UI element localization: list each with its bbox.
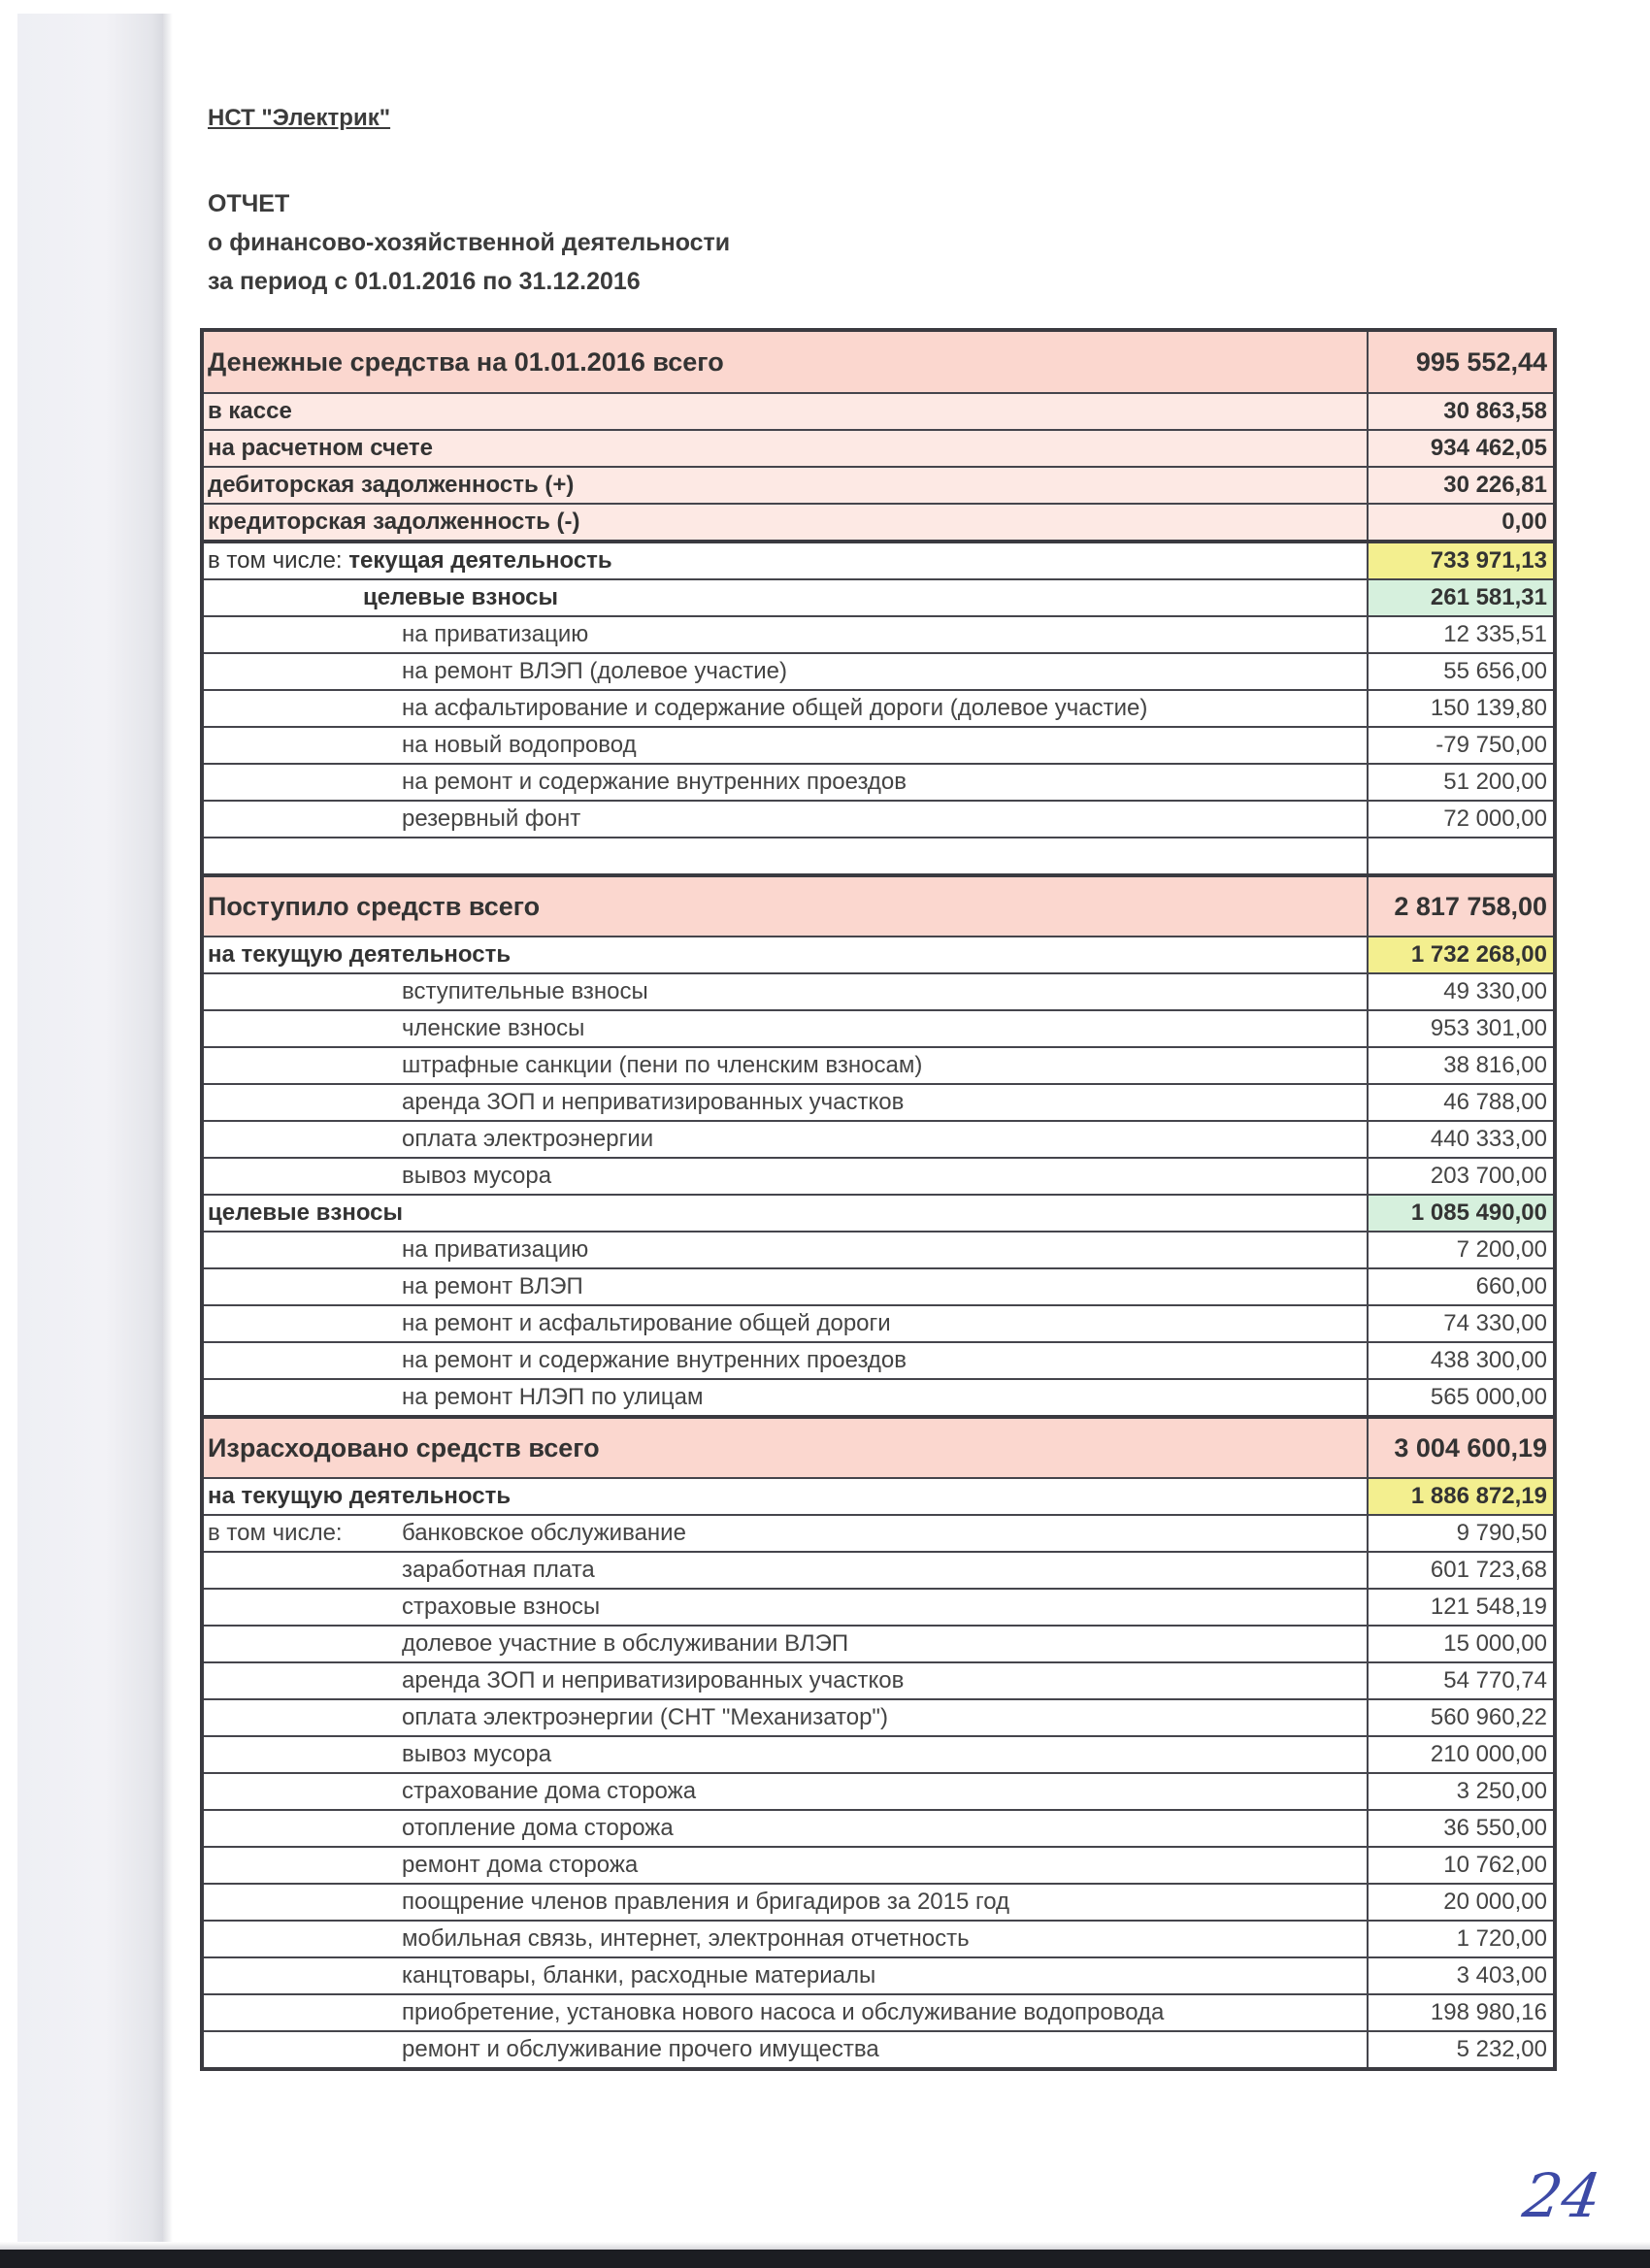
row-value: 5 232,00: [1368, 2031, 1555, 2069]
row-value: 49 330,00: [1368, 973, 1555, 1010]
item-label: вывоз мусора: [402, 1163, 552, 1189]
row-label: [202, 1268, 1368, 1305]
row-value: 36 550,00: [1368, 1810, 1555, 1847]
table-row: [202, 1158, 1555, 1195]
table-row: [202, 430, 1555, 467]
table-row: [202, 1921, 1555, 1957]
row-value: 261 581,31: [1368, 579, 1555, 616]
row-label: [202, 801, 1368, 838]
table-row: [202, 616, 1555, 653]
report-title-line: ОТЧЕТ: [208, 190, 290, 217]
scan-margin: [0, 0, 17, 2268]
table-row: [202, 1515, 1555, 1552]
table-row: [202, 1810, 1555, 1847]
row-value: 1 720,00: [1368, 1921, 1555, 1957]
expenses-current-activity-row: [202, 1478, 1555, 1515]
row-label: [202, 1773, 1368, 1810]
table-row: [202, 1994, 1555, 2031]
table-row: [202, 1305, 1555, 1342]
table-row: [202, 1884, 1555, 1921]
row-label: [202, 1884, 1368, 1921]
row-value: 72 000,00: [1368, 801, 1555, 838]
empty-row: [202, 838, 1555, 875]
row-label: [202, 1379, 1368, 1417]
including-prefix: в том числе:: [208, 1520, 343, 1546]
row-label: [202, 579, 1368, 616]
table-row: [202, 690, 1555, 727]
row-value: 20 000,00: [1368, 1884, 1555, 1921]
scanner-bottom-edge: [0, 2250, 1650, 2268]
item-label: ремонт и обслуживание прочего имущества: [402, 2036, 879, 2062]
item-label: банковское обслуживание: [402, 1520, 686, 1546]
empty-cell: [202, 838, 1368, 875]
item-label: на ремонт и содержание внутренних проездов: [402, 769, 908, 795]
row-label: [202, 616, 1368, 653]
opening-current-activity-row: [202, 542, 1555, 579]
row-value: 660,00: [1368, 1268, 1555, 1305]
row-label: [202, 542, 1368, 579]
item-label: отопление дома сторожа: [402, 1815, 674, 1841]
row-label: [202, 1589, 1368, 1626]
table-row: [202, 727, 1555, 764]
table-row: [202, 1957, 1555, 1994]
item-label: поощрение членов правления и бригадиров за 2015 год: [402, 1889, 1010, 1915]
row-value: 0,00: [1368, 504, 1555, 542]
row-label: в кассе: [202, 393, 1368, 430]
current-activity-label: текущая деятельность: [348, 547, 612, 574]
item-label: страховые взносы: [402, 1594, 601, 1620]
item-label: канцтовары, бланки, расходные материалы: [402, 1962, 876, 1989]
row-value: 121 548,19: [1368, 1589, 1555, 1626]
row-value: 38 816,00: [1368, 1047, 1555, 1084]
row-label: Поступило средств всего: [202, 875, 1368, 937]
table-row: [202, 973, 1555, 1010]
table-row: [202, 653, 1555, 690]
table-row: [202, 467, 1555, 504]
opening-target-contributions-row: [202, 579, 1555, 616]
row-value: 10 762,00: [1368, 1847, 1555, 1884]
item-label: аренда ЗОП и неприватизированных участков: [402, 1667, 905, 1693]
row-label: целевые взносы: [202, 1195, 1368, 1232]
table-row: [202, 1626, 1555, 1662]
row-value: 438 300,00: [1368, 1342, 1555, 1379]
table-row: [202, 1736, 1555, 1773]
table-row: [202, 1379, 1555, 1417]
row-label: [202, 1342, 1368, 1379]
table-row: [202, 801, 1555, 838]
row-label: [202, 1626, 1368, 1662]
table-row: [202, 393, 1555, 430]
table-row: [202, 1552, 1555, 1589]
item-label: на ремонт ВЛЭП (долевое участие): [402, 658, 787, 684]
item-label: долевое участние в обслуживании ВЛЭП: [402, 1630, 849, 1657]
item-label: на ремонт НЛЭП по улицам: [402, 1384, 704, 1410]
row-label: кредиторская задолженность (-): [202, 504, 1368, 542]
row-value: 3 004 600,19: [1368, 1417, 1555, 1478]
financial-report-table: [200, 328, 1557, 2071]
income-total-row: [202, 875, 1555, 937]
row-value: 1 886 872,19: [1368, 1478, 1555, 1515]
item-label: заработная плата: [402, 1557, 595, 1583]
row-value: 1 732 268,00: [1368, 937, 1555, 973]
row-label: [202, 1957, 1368, 1994]
row-label: [202, 2031, 1368, 2069]
item-label: на новый водопровод: [402, 732, 637, 758]
item-label: оплата электроэнергии (СНТ "Механизатор"): [402, 1704, 888, 1730]
row-label: [202, 1010, 1368, 1047]
row-label: [202, 1921, 1368, 1957]
item-label: ремонт дома сторожа: [402, 1852, 639, 1878]
report-title-line: о финансово-хозяйственной деятельности: [208, 229, 731, 256]
item-label: мобильная связь, интернет, электронная отчетность: [402, 1925, 970, 1952]
empty-cell: [1368, 838, 1555, 875]
previous-page-edge: [17, 14, 163, 2246]
row-value: 15 000,00: [1368, 1626, 1555, 1662]
page-fold-shadow: [163, 14, 173, 2246]
row-label: Денежные средства на 01.01.2016 всего: [202, 330, 1368, 393]
row-label: на текущую деятельность: [202, 1478, 1368, 1515]
handwritten-page-number: 24: [1518, 2160, 1606, 2231]
row-label: [202, 1121, 1368, 1158]
report-period: за период с 01.01.2016 по 31.12.2016: [208, 268, 641, 295]
row-label: [202, 1305, 1368, 1342]
row-value: 30 863,58: [1368, 393, 1555, 430]
row-label: [202, 764, 1368, 801]
row-value: 560 960,22: [1368, 1699, 1555, 1736]
row-value: -79 750,00: [1368, 727, 1555, 764]
table-row: [202, 764, 1555, 801]
row-label: Израсходовано средств всего: [202, 1417, 1368, 1478]
row-value: 953 301,00: [1368, 1010, 1555, 1047]
item-label: на ремонт и асфальтирование общей дороги: [402, 1310, 891, 1336]
item-label: на приватизацию: [402, 621, 589, 647]
row-value: 55 656,00: [1368, 653, 1555, 690]
item-label: на ремонт и содержание внутренних проездов: [402, 1347, 908, 1373]
table-row: [202, 1773, 1555, 1810]
row-label: [202, 1662, 1368, 1699]
row-value: 12 335,51: [1368, 616, 1555, 653]
row-value: 30 226,81: [1368, 467, 1555, 504]
item-label: вступительные взносы: [402, 978, 648, 1004]
item-label: на приватизацию: [402, 1236, 589, 1263]
row-value: 733 971,13: [1368, 542, 1555, 579]
row-label: [202, 653, 1368, 690]
table-row: [202, 1342, 1555, 1379]
row-value: 1 085 490,00: [1368, 1195, 1555, 1232]
row-label: [202, 973, 1368, 1010]
table-row: [202, 1662, 1555, 1699]
row-label: [202, 727, 1368, 764]
table-row: [202, 2031, 1555, 2069]
table-row: [202, 1589, 1555, 1626]
row-value: 9 790,50: [1368, 1515, 1555, 1552]
row-label: [202, 1994, 1368, 2031]
row-label: на расчетном счете: [202, 430, 1368, 467]
row-label: [202, 1736, 1368, 1773]
row-value: 934 462,05: [1368, 430, 1555, 467]
row-value: 565 000,00: [1368, 1379, 1555, 1417]
row-value: 601 723,68: [1368, 1552, 1555, 1589]
row-value: 995 552,44: [1368, 330, 1555, 393]
target-contributions-label: целевые взносы: [363, 584, 559, 610]
row-value: 2 817 758,00: [1368, 875, 1555, 937]
row-label: [202, 1699, 1368, 1736]
table-row: [202, 1010, 1555, 1047]
item-label: оплата электроэнергии: [402, 1126, 654, 1152]
row-value: 51 200,00: [1368, 764, 1555, 801]
table-row: [202, 1121, 1555, 1158]
row-label: [202, 690, 1368, 727]
row-label: [202, 1847, 1368, 1884]
row-label: [202, 1084, 1368, 1121]
report-title: [208, 184, 730, 301]
organization-name: НСТ "Электрик": [208, 105, 391, 131]
opening-balance-total-row: [202, 330, 1555, 393]
including-prefix: в том числе:: [208, 547, 343, 574]
row-label: на текущую деятельность: [202, 937, 1368, 973]
row-label: [202, 1515, 1368, 1552]
row-label: [202, 1232, 1368, 1268]
row-label: [202, 1552, 1368, 1589]
table-row: [202, 1699, 1555, 1736]
table-row: [202, 504, 1555, 542]
table-row: [202, 1268, 1555, 1305]
row-label: [202, 1158, 1368, 1195]
item-label: вывоз мусора: [402, 1741, 552, 1767]
item-label: штрафные санкции (пени по членским взносам): [402, 1052, 923, 1078]
row-value: 440 333,00: [1368, 1121, 1555, 1158]
row-value: 74 330,00: [1368, 1305, 1555, 1342]
table-row: [202, 1084, 1555, 1121]
item-label: приобретение, установка нового насоса и обслуживание водопровода: [402, 1999, 1165, 2025]
income-current-activity-row: [202, 937, 1555, 973]
expenses-total-row: [202, 1417, 1555, 1478]
table-row: [202, 1047, 1555, 1084]
table-row: [202, 1847, 1555, 1884]
item-label: резервный фонт: [402, 805, 581, 832]
row-label: [202, 1810, 1368, 1847]
row-value: 54 770,74: [1368, 1662, 1555, 1699]
row-value: 3 250,00: [1368, 1773, 1555, 1810]
item-label: на асфальтирование и содержание общей дороги (долевое участие): [402, 695, 1148, 721]
income-target-contributions-row: [202, 1195, 1555, 1232]
row-label: дебиторская задолженность (+): [202, 467, 1368, 504]
row-value: 7 200,00: [1368, 1232, 1555, 1268]
table-row: [202, 1232, 1555, 1268]
item-label: аренда ЗОП и неприватизированных участков: [402, 1089, 905, 1115]
item-label: на ремонт ВЛЭП: [402, 1273, 583, 1299]
row-value: 3 403,00: [1368, 1957, 1555, 1994]
item-label: страхование дома сторожа: [402, 1778, 697, 1804]
item-label: членские взносы: [402, 1015, 585, 1041]
row-value: 46 788,00: [1368, 1084, 1555, 1121]
row-value: 198 980,16: [1368, 1994, 1555, 2031]
row-value: 203 700,00: [1368, 1158, 1555, 1195]
row-value: 150 139,80: [1368, 690, 1555, 727]
row-label: [202, 1047, 1368, 1084]
row-value: 210 000,00: [1368, 1736, 1555, 1773]
